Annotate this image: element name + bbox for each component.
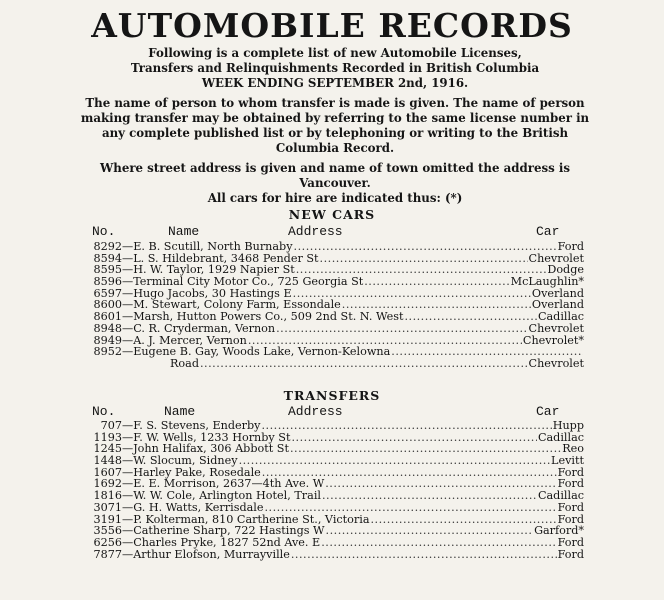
col-car: Car xyxy=(536,404,560,419)
owner-entry: W. Slocum, Sidney xyxy=(133,454,238,468)
leader-dots xyxy=(261,420,551,432)
car-make: Ford xyxy=(557,240,584,253)
car-make: Overland xyxy=(531,298,584,312)
license-number: 8594 xyxy=(93,251,122,265)
col-no: No. xyxy=(92,404,116,419)
list-item xyxy=(88,276,584,288)
separator: — xyxy=(122,489,134,503)
owner-entry: L. S. Hildebrant, 3468 Pender St xyxy=(133,251,319,265)
col-address: Address xyxy=(288,404,343,419)
transfers-column-headers xyxy=(0,405,664,419)
separator: — xyxy=(122,535,134,549)
license-number: 707 xyxy=(100,419,122,432)
list-item xyxy=(88,346,584,358)
owner-entry: G. H. Watts, Kerrisdale xyxy=(133,500,264,514)
col-address: Address xyxy=(288,224,343,239)
separator: — xyxy=(122,345,134,359)
car-make: Ford xyxy=(557,465,584,479)
col-name: Name xyxy=(168,224,200,239)
leader-dots xyxy=(404,311,536,323)
car-make: Cadillac xyxy=(537,310,584,324)
new-cars-list xyxy=(88,241,584,370)
separator: — xyxy=(122,524,134,538)
car-make: Ford xyxy=(557,547,584,561)
car-make: Ford xyxy=(557,512,584,526)
license-number: 8601 xyxy=(93,310,122,324)
car-make: Cadillac xyxy=(537,489,584,503)
list-item xyxy=(88,420,584,432)
owner-entry: F. W. Wells, 1233 Hornby St xyxy=(133,430,291,444)
owner-entry: Harley Pake, Rosedale xyxy=(133,465,261,479)
transfers-list xyxy=(88,420,584,560)
owner-entry: A. J. Mercer, Vernon xyxy=(133,333,247,347)
license-number: 8600 xyxy=(93,298,122,312)
car-make: McLaughlin* xyxy=(510,275,584,289)
owner-entry: M. Stewart, Colony Farm, Essondale xyxy=(133,298,341,312)
intro-line-2: Transfers and Relinquishments Recorded in British Columbia xyxy=(130,61,540,75)
owner-entry: Catherine Sharp, 722 Hastings W xyxy=(133,524,325,538)
license-number: 8952 xyxy=(93,345,122,359)
new-cars-heading: NEW CARS xyxy=(288,207,376,222)
owner-entry: W. W. Cole, Arlington Hotel, Trail xyxy=(133,489,321,503)
leader-dots xyxy=(291,549,557,561)
car-make: Overland xyxy=(531,286,584,300)
separator: — xyxy=(122,333,134,347)
car-make: Ford xyxy=(557,535,584,549)
car-make: Chevrolet xyxy=(528,251,584,265)
license-number: 3071 xyxy=(93,500,122,514)
car-make: Chevrolet xyxy=(528,356,584,370)
separator: — xyxy=(122,419,134,432)
leader-dots xyxy=(291,432,536,444)
separator: — xyxy=(122,275,134,289)
license-number: 8949 xyxy=(93,333,122,347)
license-number: 3556 xyxy=(93,524,122,538)
car-make: Chevrolet* xyxy=(522,333,584,347)
intro-text xyxy=(70,46,600,206)
leader-dots xyxy=(276,323,527,335)
separator: — xyxy=(122,251,134,265)
car-make: Chevrolet xyxy=(528,321,584,335)
page-title: AUTOMOBILE RECORDS xyxy=(91,6,573,45)
leader-dots xyxy=(364,276,509,288)
owner-entry: John Halifax, 306 Abbott St xyxy=(133,442,289,456)
col-name: Name xyxy=(164,404,196,419)
license-number: 8595 xyxy=(93,263,122,277)
week-ending-line: WEEK ENDING SEPTEMBER 2nd, 1916. xyxy=(201,76,469,90)
car-make: Dodge xyxy=(547,263,584,277)
separator: — xyxy=(122,477,134,491)
separator: — xyxy=(122,512,134,526)
separator: — xyxy=(122,465,134,479)
leader-dots xyxy=(320,253,528,265)
separator: — xyxy=(122,286,134,300)
separator: — xyxy=(122,454,134,468)
separator: — xyxy=(122,310,134,324)
car-make: Garford* xyxy=(534,524,584,538)
col-car: Car xyxy=(536,224,560,239)
owner-entry: Arthur Elofson, Murrayville xyxy=(133,547,290,561)
list-item xyxy=(88,455,584,467)
car-make: Hupp xyxy=(552,419,584,432)
list-item xyxy=(88,549,584,561)
leader-dots xyxy=(294,241,557,253)
license-number: 1245 xyxy=(93,442,122,456)
license-number: 8948 xyxy=(93,321,122,335)
license-number: 3191 xyxy=(93,512,122,526)
leader-dots xyxy=(321,537,556,549)
separator: — xyxy=(122,263,134,277)
license-number: 6597 xyxy=(93,286,122,300)
owner-entry: E. E. Morrison, 2637—4th Ave. W xyxy=(133,477,325,491)
list-item xyxy=(88,323,584,335)
list-item-continuation xyxy=(88,358,584,370)
license-number: 8292 xyxy=(93,240,122,253)
car-make: Ford xyxy=(557,500,584,514)
separator: — xyxy=(122,321,134,335)
list-item xyxy=(88,502,584,514)
owner-entry: P. Kolterman, 810 Cartherine St., Victoria xyxy=(133,512,370,526)
separator: — xyxy=(122,298,134,312)
transfer-note: The name of person to whom transfer is made is given. The name of person making transfer may be obtained by referring to the same license number in any complete published list or by telephoning or writing to the British Columbia Record. xyxy=(80,96,590,155)
leader-dots xyxy=(264,502,556,514)
license-number: 1193 xyxy=(93,430,122,444)
separator: — xyxy=(122,500,134,514)
list-item xyxy=(88,241,584,253)
license-number: 1692 xyxy=(93,477,122,491)
owner-entry: Terminal City Motor Co., 725 Georgia St xyxy=(133,275,364,289)
separator: — xyxy=(122,240,134,253)
intro-line-1: Following is a complete list of new Automobile Licenses, xyxy=(148,46,522,60)
leader-dots xyxy=(371,514,557,526)
license-number: 7877 xyxy=(93,547,122,561)
leader-dots xyxy=(290,443,561,455)
new-cars-column-headers xyxy=(0,225,664,239)
leader-dots xyxy=(326,525,534,537)
owner-entry: E. B. Scutill, North Burnaby xyxy=(133,240,293,253)
leader-dots xyxy=(322,490,537,502)
owner-entry: F. S. Stevens, Enderby xyxy=(133,419,261,432)
leader-dots xyxy=(325,478,556,490)
license-number: 1448 xyxy=(93,454,122,468)
hire-note: All cars for hire are indicated thus: (*) xyxy=(207,191,463,205)
owner-entry: H. W. Taylor, 1929 Napier St xyxy=(133,263,295,277)
license-number: 6256 xyxy=(93,535,122,549)
car-make: Ford xyxy=(557,477,584,491)
owner-entry-continuation: Road xyxy=(170,356,199,370)
leader-dots xyxy=(200,358,528,370)
car-make: Levitt xyxy=(551,454,584,468)
owner-entry: Eugene B. Gay, Woods Lake, Vernon-Kelowna xyxy=(133,345,391,359)
list-item xyxy=(88,537,584,549)
transfers-heading: TRANSFERS xyxy=(283,388,381,403)
separator: — xyxy=(122,442,134,456)
owner-entry: Hugo Jacobs, 30 Hastings E xyxy=(133,286,292,300)
separator: — xyxy=(122,430,134,444)
car-make: Cadillac xyxy=(537,430,584,444)
license-number: 8596 xyxy=(93,275,122,289)
license-number: 1816 xyxy=(93,489,122,503)
separator: — xyxy=(122,547,134,561)
owner-entry: Charles Pryke, 1827 52nd Ave. E xyxy=(133,535,321,549)
owner-entry: C. R. Cryderman, Vernon xyxy=(133,321,276,335)
owner-entry: Marsh, Hutton Powers Co., 509 2nd St. N. West xyxy=(133,310,404,324)
car-make: Reo xyxy=(562,442,584,456)
address-note: Where street address is given and name of town omitted the address is Vancouver. xyxy=(100,161,570,190)
license-number: 1607 xyxy=(93,465,122,479)
leader-dots xyxy=(239,455,550,467)
col-no: No. xyxy=(92,224,116,239)
